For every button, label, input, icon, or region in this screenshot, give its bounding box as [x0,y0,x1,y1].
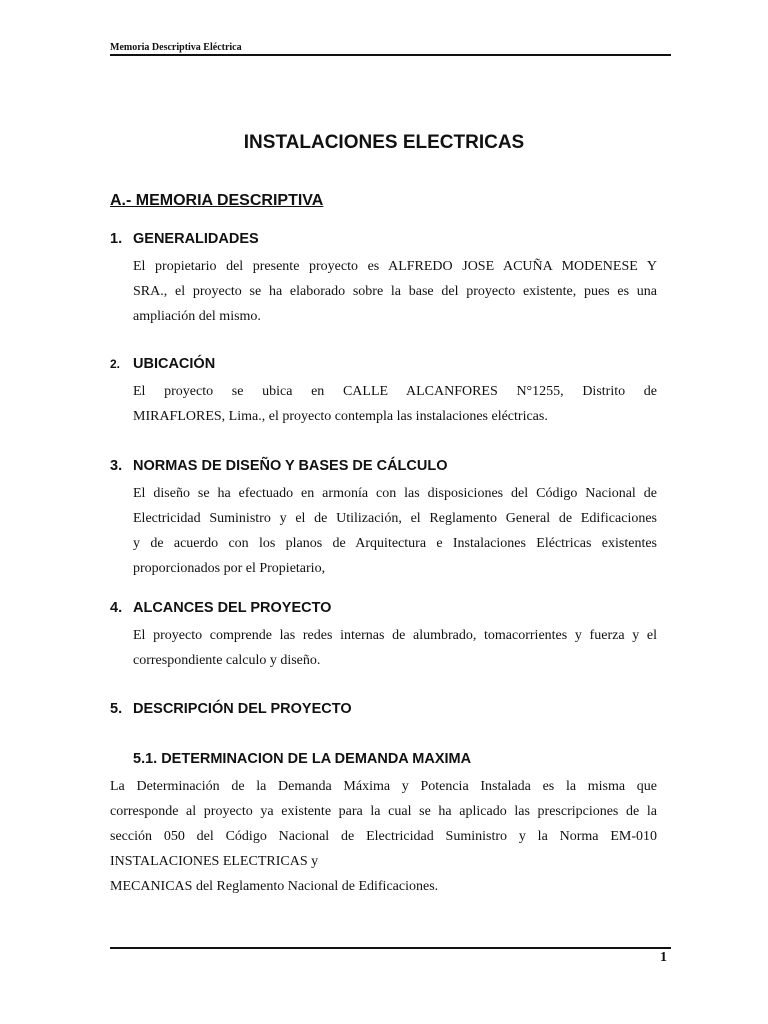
page-number: 1 [660,950,667,965]
heading-number: 5. [110,701,123,717]
paragraph-demanda [110,774,657,899]
paragraph-line: El proyecto se ubica en CALLE ALCANFORES N°1255, Distrito de [133,384,657,399]
heading-descripcion [110,701,352,717]
paragraph-line: correspondiente calculo y diseño. [133,653,321,668]
heading-text: ALCANCES DEL PROYECTO [133,600,332,616]
header-rule [110,54,671,56]
heading-text: NORMAS DE DISEÑO Y BASES DE CÁLCULO [133,458,448,474]
heading-ubicacion [110,356,215,372]
document-title: INSTALACIONES ELECTRICAS [243,132,525,153]
paragraph-line: La Determinación de la Demanda Máxima y Potencia Instalada es la misma que [110,779,657,794]
heading-number: 3. [110,458,123,474]
paragraph-line: corresponde al proyecto ya existente para la cual se ha aplicado las prescripciones de la [110,804,657,819]
paragraph-line: MECANICAS del Reglamento Nacional de Edificaciones. [110,879,439,894]
heading-generalidades [110,231,259,247]
heading-text: GENERALIDADES [133,231,259,247]
heading-normas [110,458,447,474]
paragraph-line: Electricidad Suministro y el de Utilización, el Reglamento General de Edificaciones [133,511,657,526]
paragraph-normas [133,481,657,581]
paragraph-line: SRA., el proyecto se ha elaborado sobre la base del proyecto existente, pues es una [133,284,657,299]
heading-number: 1. [110,231,123,247]
heading-number: 4. [110,600,123,616]
heading-number: 2. [110,357,121,371]
paragraph-line: El proyecto comprende las redes internas de alumbrado, tomacorrientes y fuerza y el [133,628,657,643]
paragraph-line: y de acuerdo con los planos de Arquitectura e Instalaciones Eléctricas existentes [133,536,657,551]
heading-alcances [110,600,331,616]
paragraph-line: proporcionados por el Propietario, [133,561,326,576]
heading-text: DESCRIPCIÓN DEL PROYECTO [133,701,352,717]
footer-rule [110,947,671,949]
paragraph-line: MIRAFLORES, Lima., el proyecto contempla las instalaciones eléctricas. [133,409,548,424]
paragraph-generalidades [133,254,657,329]
paragraph-line: INSTALACIONES ELECTRICAS y [110,854,319,869]
section-title: A.- MEMORIA DESCRIPTIVA [110,192,324,209]
paragraph-line: El diseño se ha efectuado en armonía con las disposiciones del Código Nacional de [133,486,657,501]
subsection-heading: 5.1. DETERMINACION DE LA DEMANDA MAXIMA [133,751,472,767]
paragraph-line: sección 050 del Código Nacional de Electricidad Suministro y la Norma EM-010 [110,829,657,844]
running-header: Memoria Descriptiva Eléctrica [110,42,242,53]
paragraph-ubicacion [133,379,657,429]
heading-text: UBICACIÓN [133,356,216,372]
paragraph-line: El propietario del presente proyecto es ALFREDO JOSE ACUÑA MODENESE Y [133,259,657,274]
paragraph-line: ampliación del mismo. [133,309,261,324]
paragraph-alcances [133,623,657,673]
